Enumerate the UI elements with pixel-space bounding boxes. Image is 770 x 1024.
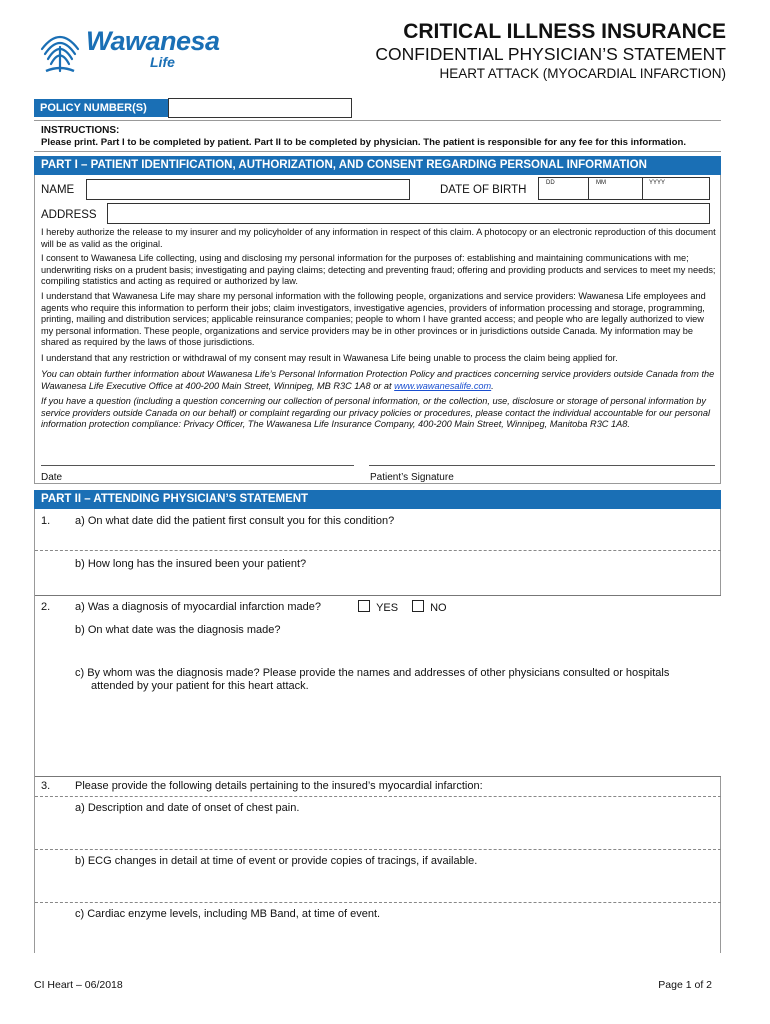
consent-paragraph: I consent to Wawanesa Life collecting, using and disclosing my personal information for the purposes of: establishing and maintaining communications with me; underwriting risks on a prudent basis; investigating and paying claims; detecting and preventing fraud; offering and providing products and services to meet my needs; compiling statistics and acting as required or authorized by law. bbox=[41, 253, 716, 287]
privacy-policy-paragraph: You can obtain further information about Wawanesa Life’s Personal Information Protection Policy and practices concerning service providers outside Canada from the Wawanesa Life Executive Office at 400-200 Main Street, Winnipeg, MB R3C 1A8 or at www.wawanesalife.com. bbox=[41, 369, 715, 391]
form-title: CRITICAL ILLNESS INSURANCE bbox=[403, 20, 726, 43]
date-signature-line[interactable] bbox=[41, 465, 354, 466]
question-3a: a) Description and date of onset of chest pain. bbox=[75, 802, 300, 814]
answer-line-3b[interactable] bbox=[35, 902, 721, 903]
name-field[interactable] bbox=[86, 179, 410, 200]
part2-header: PART II – ATTENDING PHYSICIAN’S STATEMENT bbox=[34, 490, 721, 509]
dob-month-label: MM bbox=[596, 180, 606, 186]
wawanesa-website-link[interactable]: www.wawanesalife.com bbox=[394, 380, 492, 391]
withdrawal-paragraph: I understand that any restriction or withdrawal of my consent may result in Wawanesa Life being unable to process the claim being applied for. bbox=[41, 353, 618, 363]
sharing-paragraph: I understand that Wawanesa Life may share my personal information with the following people, organizations and service providers: Wawanesa Life employees and agents who require this information to perform their jobs; claim investigators, investigative agencies, providers of information processing and storage, programming, printing, mailing and distribution services; applicable reinsurance companies; people to whom I have granted access; and people who are legally authorized to view my personal information. These people, organizations and service providers may be in other provinces or in jurisdictions outside Canada. My information may be shared as required by the laws of those jurisdictions. bbox=[41, 291, 706, 348]
authorization-paragraph: I hereby authorize the release to my insurer and my policyholder of any information in respect of this claim. A photocopy or an electronic reproduction of this document will be as valid as the original. bbox=[41, 227, 716, 249]
wawanesa-tree-logo-icon bbox=[36, 27, 84, 75]
question-3b: b) ECG changes in detail at time of event or provide copies of tracings, if available. bbox=[75, 855, 478, 867]
part2-frame bbox=[34, 509, 721, 953]
form-code: CI Heart – 06/2018 bbox=[34, 979, 123, 991]
answer-line-3a[interactable] bbox=[35, 849, 721, 850]
answer-line-1a[interactable] bbox=[35, 550, 721, 551]
question-1b: b) How long has the insured been your patient? bbox=[75, 558, 307, 570]
page-number: Page 1 of 2 bbox=[658, 979, 712, 991]
question-3c: c) Cardiac enzyme levels, including MB Band, at time of event. bbox=[75, 908, 381, 920]
no-checkbox[interactable] bbox=[412, 600, 424, 612]
question-2b: b) On what date was the diagnosis made? bbox=[75, 624, 281, 636]
form-subtitle: CONFIDENTIAL PHYSICIAN’S STATEMENT bbox=[375, 44, 726, 64]
yes-checkbox[interactable] bbox=[358, 600, 370, 612]
question-1a: a) On what date did the patient first consult you for this condition? bbox=[75, 515, 395, 527]
dob-year-label: YYYY bbox=[649, 180, 666, 186]
policy-number-label: POLICY NUMBER(S) bbox=[34, 99, 168, 117]
question-2c-continued: attended by your patient for this heart attack. bbox=[91, 680, 309, 692]
date-label: Date bbox=[41, 472, 63, 483]
name-label: NAME bbox=[41, 184, 75, 196]
address-label: ADDRESS bbox=[41, 209, 97, 221]
dob-day-label: DD bbox=[546, 180, 555, 186]
divider-q2 bbox=[35, 776, 721, 777]
date-of-birth-field[interactable] bbox=[538, 177, 710, 200]
part1-header: PART I – PATIENT IDENTIFICATION, AUTHORIZATION, AND CONSENT REGARDING PERSONAL INFORMATION bbox=[34, 156, 721, 175]
divider-q1 bbox=[35, 595, 721, 596]
part2-end bbox=[34, 953, 35, 954]
patient-signature-label: Patient’s Signature bbox=[370, 472, 454, 483]
answer-line-3[interactable] bbox=[35, 796, 721, 797]
part2-right-border-bottom bbox=[720, 776, 721, 953]
address-field[interactable] bbox=[107, 203, 710, 224]
part2-right-border-top bbox=[720, 509, 721, 595]
yes-label: YES bbox=[376, 602, 399, 614]
form-subtitle-condition: HEART ATTACK (MYOCARDIAL INFARCTION) bbox=[439, 66, 726, 81]
instructions-text: Please print. Part I to be completed by patient. Part II to be completed by physician. The patient is responsible for any fee for this information. bbox=[41, 137, 687, 148]
no-label: NO bbox=[430, 602, 447, 614]
question-3-number: 3. bbox=[41, 780, 51, 792]
brand-sub: Life bbox=[150, 54, 175, 70]
privacy-contact-paragraph: If you have a question (including a question concerning our collection of personal information, or the collection, use, disclosure or storage of personal information by service providers outside Canada on our behalf) or complaint regarding our privacy policies or procedures, please contact the individual accountable for our personal information protection compliance: Privacy Officer, The Wawanesa Life Insurance Company, 400-200 Main Street, Winnipeg, Manitoba R3C 1A8. bbox=[41, 396, 711, 430]
instructions-heading: INSTRUCTIONS: bbox=[41, 125, 120, 136]
question-2-number: 2. bbox=[41, 601, 51, 613]
brand-name: Wawanesa bbox=[86, 26, 220, 56]
question-3: Please provide the following details pertaining to the insured’s myocardial infarction: bbox=[75, 780, 483, 792]
question-1-number: 1. bbox=[41, 515, 51, 527]
question-2a: a) Was a diagnosis of myocardial infarction made? bbox=[75, 601, 321, 613]
policy-number-field[interactable] bbox=[168, 98, 352, 118]
question-2c: c) By whom was the diagnosis made? Please provide the names and addresses of other physicians consulted or hospitals bbox=[75, 667, 670, 679]
yes-option[interactable] bbox=[358, 600, 398, 615]
patient-signature-line[interactable] bbox=[369, 465, 715, 466]
no-option[interactable] bbox=[412, 600, 447, 615]
date-of-birth-label: DATE OF BIRTH bbox=[440, 184, 527, 196]
